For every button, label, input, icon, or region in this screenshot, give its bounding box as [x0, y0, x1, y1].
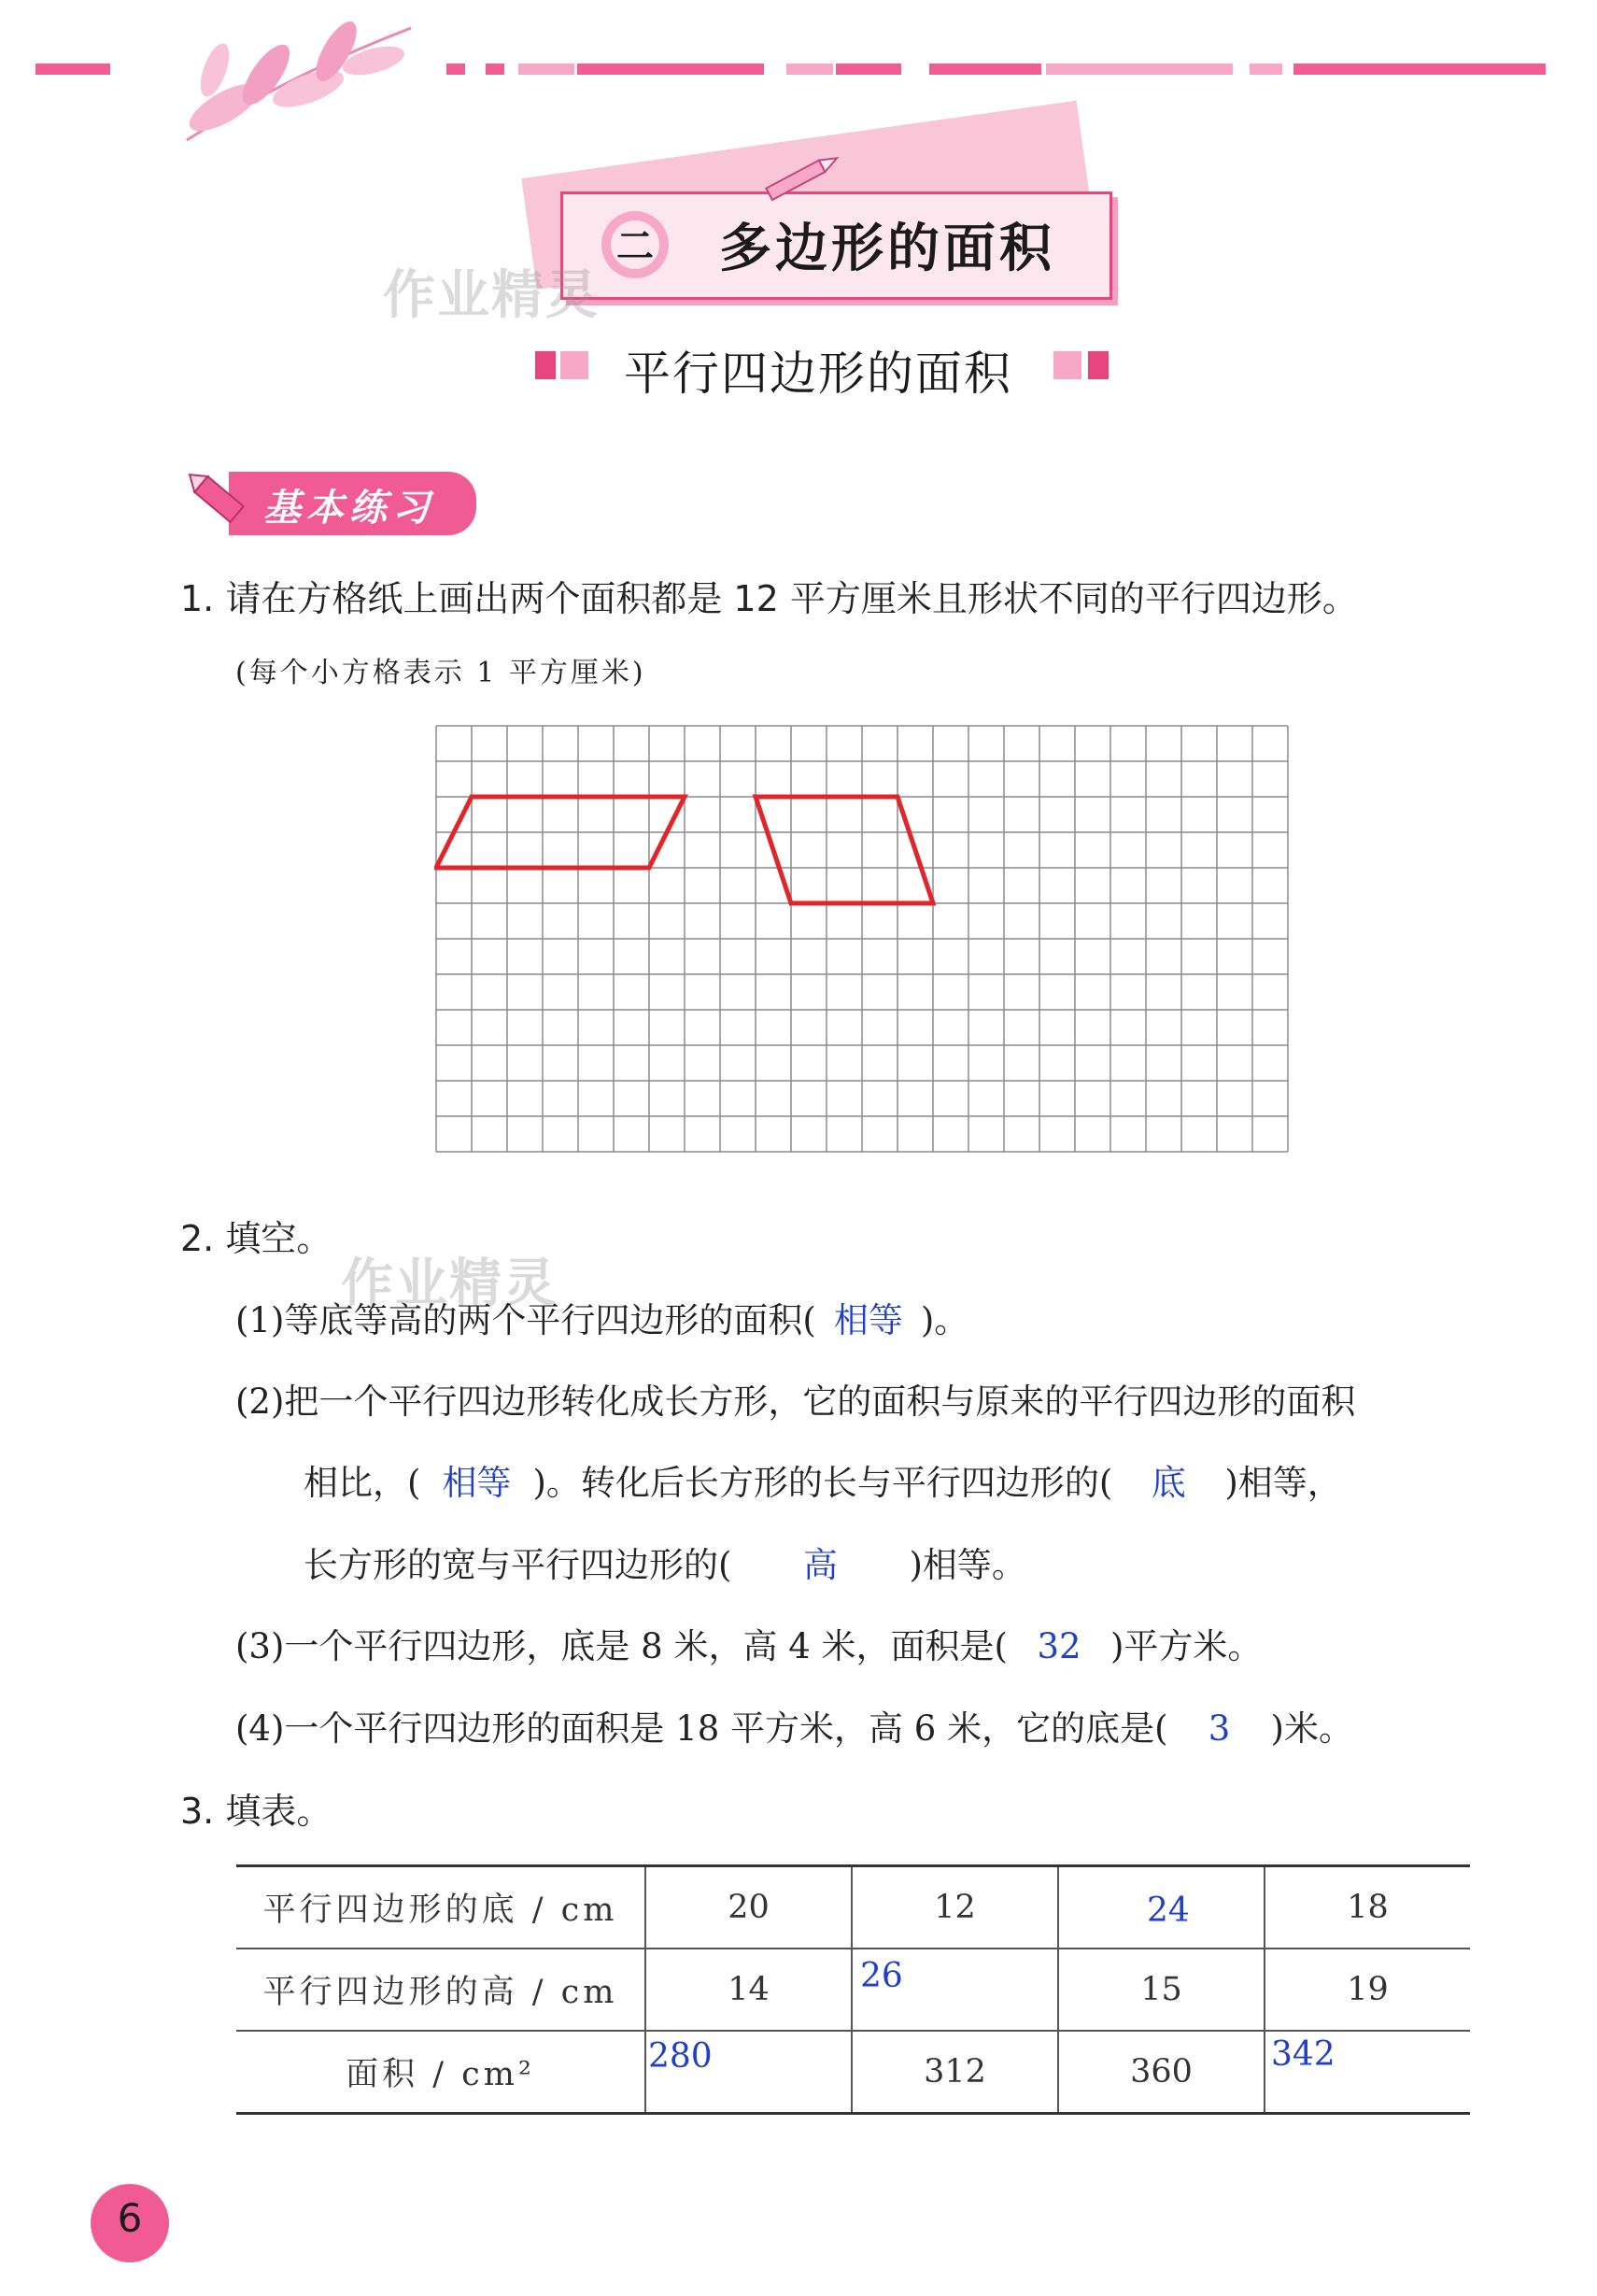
table-cell — [645, 1866, 852, 1949]
leaf-decoration-icon — [177, 19, 420, 149]
question-2-heading: 2. 填空。 — [180, 1218, 332, 1259]
subtitle-marker — [1053, 351, 1081, 379]
header-bar — [836, 64, 901, 75]
fill-item-text: )米。 — [1270, 1708, 1353, 1749]
section-tag-label: 基本练习 — [263, 487, 435, 530]
answer: 32 — [1037, 1626, 1081, 1666]
section-subtitle: 平行四边形的面积 — [624, 347, 1012, 401]
header-bar — [1250, 64, 1282, 75]
answer: 高 — [802, 1545, 838, 1585]
fill-item-2-line-3 — [304, 1537, 1026, 1587]
question-1-text: 1. 请在方格纸上画出两个面积都是 12 平方厘米且形状不同的平行四边形。 — [180, 578, 1358, 619]
fill-item-text: )相等。 — [909, 1545, 1026, 1585]
cell-value: 15 — [1140, 1971, 1182, 2008]
page-number-badge — [91, 2184, 169, 2262]
cell-answer: 342 — [1271, 2035, 1336, 2074]
row-label: 面积 / cm² — [236, 2031, 645, 2114]
question-1-note: (每个小方格表示 1 平方厘米) — [235, 657, 646, 689]
table-cell — [852, 1866, 1058, 1949]
table-cell — [1058, 2031, 1265, 2114]
cell-answer: 24 — [1147, 1892, 1190, 1930]
subtitle-marker — [560, 351, 588, 379]
answer: 相等 — [833, 1300, 903, 1340]
table-cell — [1058, 1866, 1265, 1949]
pencil-icon — [177, 460, 252, 534]
header-bar — [35, 64, 110, 75]
cell-value: 18 — [1347, 1889, 1389, 1926]
fill-item-text: (1)等底等高的两个平行四边形的面积( — [235, 1300, 816, 1340]
answer: 3 — [1208, 1708, 1231, 1749]
drawn-parallelogram — [756, 797, 933, 903]
cell-value: 12 — [934, 1889, 976, 1926]
cell-answer: 280 — [648, 2037, 713, 2076]
cell-value: 360 — [1130, 2053, 1193, 2090]
page-number: 6 — [117, 2195, 143, 2241]
cell-value: 19 — [1347, 1971, 1389, 2008]
fill-item-text: (4)一个平行四边形的面积是 18 平方米，高 6 米，它的底是( — [235, 1708, 1168, 1749]
cell-value: 20 — [728, 1889, 770, 1926]
table-row — [236, 2031, 1470, 2114]
header-bar — [446, 64, 465, 75]
fill-item-2-line-1: (2)把一个平行四边形转化成长方形，它的面积与原来的平行四边形的面积 — [235, 1382, 1356, 1422]
fill-table — [236, 1864, 1470, 2115]
table-cell — [645, 1949, 852, 2031]
chapter-title: 多边形的面积 — [719, 218, 1055, 279]
fill-item-text: 相比，( — [304, 1463, 421, 1503]
fill-item-3 — [235, 1618, 1262, 1668]
chapter-number: 二 — [616, 224, 654, 268]
cell-answer: 26 — [860, 1957, 903, 1995]
fill-item-text: )。转化后长方形的长与平行四边形的( — [532, 1463, 1113, 1503]
subtitle-marker — [535, 351, 556, 379]
question-3-heading: 3. 填表。 — [180, 1791, 332, 1832]
row-label: 平行四边形的高 / cm — [236, 1949, 645, 2031]
table-cell — [852, 2031, 1058, 2114]
fill-item-4 — [235, 1700, 1353, 1750]
table-cell — [1265, 1949, 1470, 2031]
table-cell — [1265, 2031, 1470, 2114]
fill-item-text: )。 — [920, 1300, 969, 1340]
fill-item-2-line-2 — [304, 1454, 1342, 1505]
header-bar — [486, 64, 504, 75]
row-label: 平行四边形的底 / cm — [236, 1866, 645, 1949]
table-cell — [1058, 1949, 1265, 2031]
flower-icon — [598, 207, 672, 282]
fill-item-text: )平方米。 — [1109, 1626, 1263, 1666]
header-bar — [518, 64, 574, 75]
square-grid — [434, 724, 1293, 1154]
header-bar — [929, 64, 1041, 75]
answer: 底 — [1151, 1463, 1186, 1503]
cell-value: 14 — [728, 1971, 770, 2008]
table-row — [236, 1949, 1470, 2031]
table-cell — [645, 2031, 852, 2114]
header-bar — [786, 64, 833, 75]
header-bar — [1293, 64, 1546, 75]
cell-value: 312 — [924, 2053, 986, 2090]
table-cell — [1265, 1866, 1470, 1949]
watermark: 作业精灵 — [341, 1254, 558, 1314]
pencil-icon — [752, 151, 845, 204]
table-row — [236, 1866, 1470, 1949]
table-cell — [852, 1949, 1058, 2031]
fill-item-text: 长方形的宽与平行四边形的( — [304, 1545, 732, 1585]
header-bar — [577, 64, 764, 75]
fill-item-text: )相等， — [1224, 1463, 1342, 1503]
watermark: 作业精灵 — [383, 265, 600, 326]
fill-item-1 — [235, 1292, 968, 1342]
header-bar — [1046, 64, 1186, 75]
subtitle-marker — [1088, 351, 1109, 379]
answer: 相等 — [442, 1463, 512, 1503]
fill-item-text: (3)一个平行四边形，底是 8 米，高 4 米，面积是( — [235, 1626, 1008, 1666]
header-bar — [1186, 64, 1233, 75]
